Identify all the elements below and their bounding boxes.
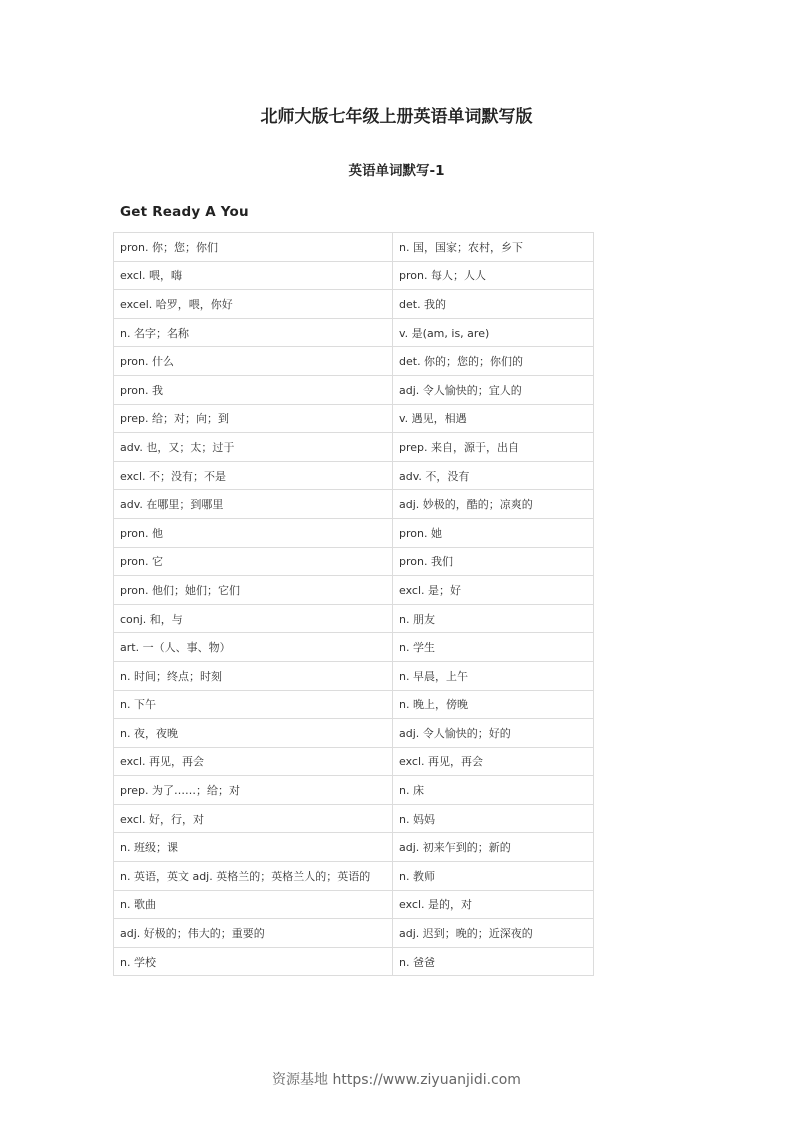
- table-row: [114, 776, 594, 805]
- table-row: [114, 576, 594, 605]
- table-cell-left: n. 学校: [114, 947, 393, 976]
- table-cell-right: n. 床: [393, 776, 594, 805]
- table-cell-left: prep. 为了……；给；对: [114, 776, 393, 805]
- table-cell-left: n. 名字；名称: [114, 318, 393, 347]
- table-row: [114, 490, 594, 519]
- table-cell-right: excl. 再见，再会: [393, 747, 594, 776]
- table-cell-left: n. 夜，夜晚: [114, 719, 393, 748]
- table-cell-left: pron. 我: [114, 375, 393, 404]
- table-cell-left: adj. 好极的；伟大的；重要的: [114, 919, 393, 948]
- vocabulary-table: [113, 232, 594, 976]
- table-row: [114, 318, 594, 347]
- table-cell-right: n. 妈妈: [393, 804, 594, 833]
- table-cell-right: n. 教师: [393, 862, 594, 891]
- table-row: [114, 404, 594, 433]
- document-title: 北师大版七年级上册英语单词默写版: [260, 107, 533, 127]
- table-row: [114, 290, 594, 319]
- table-cell-right: prep. 来自，源于，出自: [393, 433, 594, 462]
- table-row: [114, 661, 594, 690]
- table-row: [114, 375, 594, 404]
- table-cell-left: pron. 它: [114, 547, 393, 576]
- table-row: [114, 719, 594, 748]
- vocabulary-table-body: [114, 233, 594, 976]
- table-cell-right: n. 学生: [393, 633, 594, 662]
- table-row: [114, 804, 594, 833]
- table-cell-right: excl. 是；好: [393, 576, 594, 605]
- table-cell-left: prep. 给；对；向；到: [114, 404, 393, 433]
- table-cell-left: pron. 他: [114, 518, 393, 547]
- table-cell-left: adv. 在哪里；到哪里: [114, 490, 393, 519]
- table-cell-left: n. 时间；终点；时刻: [114, 661, 393, 690]
- table-cell-right: pron. 每人；人人: [393, 261, 594, 290]
- table-cell-right: v. 是(am, is, are): [393, 318, 594, 347]
- table-cell-left: n. 英语，英文 adj. 英格兰的；英格兰人的；英语的: [114, 862, 393, 891]
- table-cell-left: adv. 也，又；太；过于: [114, 433, 393, 462]
- table-row: [114, 747, 594, 776]
- footer-source-link[interactable]: 资源基地 https://www.ziyuanjidi.com: [272, 1072, 521, 1088]
- table-row: [114, 690, 594, 719]
- table-cell-left: pron. 什么: [114, 347, 393, 376]
- table-row: [114, 919, 594, 948]
- table-row: [114, 347, 594, 376]
- table-row: [114, 833, 594, 862]
- table-cell-left: pron. 他们；她们；它们: [114, 576, 393, 605]
- table-cell-right: adj. 令人愉快的；宜人的: [393, 375, 594, 404]
- table-row: [114, 633, 594, 662]
- table-cell-left: n. 班级；课: [114, 833, 393, 862]
- table-cell-right: pron. 我们: [393, 547, 594, 576]
- table-cell-right: pron. 她: [393, 518, 594, 547]
- table-row: [114, 862, 594, 891]
- table-cell-right: adj. 妙极的，酷的；凉爽的: [393, 490, 594, 519]
- table-cell-right: adj. 初来乍到的；新的: [393, 833, 594, 862]
- section-heading: Get Ready A You: [120, 204, 249, 220]
- table-cell-right: n. 晚上，傍晚: [393, 690, 594, 719]
- table-cell-right: excl. 是的，对: [393, 890, 594, 919]
- table-cell-right: n. 爸爸: [393, 947, 594, 976]
- table-cell-right: n. 国，国家；农村，乡下: [393, 233, 594, 262]
- table-row: [114, 433, 594, 462]
- table-cell-right: adj. 迟到；晚的；近深夜的: [393, 919, 594, 948]
- table-row: [114, 261, 594, 290]
- table-cell-right: adv. 不，没有: [393, 461, 594, 490]
- table-cell-right: det. 我的: [393, 290, 594, 319]
- table-cell-right: n. 早晨，上午: [393, 661, 594, 690]
- table-cell-right: v. 遇见，相遇: [393, 404, 594, 433]
- table-cell-right: adj. 令人愉快的；好的: [393, 719, 594, 748]
- table-cell-right: n. 朋友: [393, 604, 594, 633]
- table-row: [114, 604, 594, 633]
- table-cell-left: conj. 和，与: [114, 604, 393, 633]
- document-subtitle: 英语单词默写-1: [348, 163, 445, 179]
- table-row: [114, 461, 594, 490]
- table-cell-left: excl. 不；没有；不是: [114, 461, 393, 490]
- table-row: [114, 233, 594, 262]
- table-row: [114, 547, 594, 576]
- table-cell-left: art. 一（人、事、物）: [114, 633, 393, 662]
- table-row: [114, 947, 594, 976]
- table-cell-left: excl. 好，行，对: [114, 804, 393, 833]
- table-row: [114, 518, 594, 547]
- table-cell-left: excel. 哈罗，喂，你好: [114, 290, 393, 319]
- table-cell-left: n. 歌曲: [114, 890, 393, 919]
- table-cell-left: excl. 再见，再会: [114, 747, 393, 776]
- table-cell-left: n. 下午: [114, 690, 393, 719]
- table-row: [114, 890, 594, 919]
- table-cell-right: det. 你的；您的；你们的: [393, 347, 594, 376]
- table-cell-left: excl. 喂，嗨: [114, 261, 393, 290]
- table-cell-left: pron. 你；您；你们: [114, 233, 393, 262]
